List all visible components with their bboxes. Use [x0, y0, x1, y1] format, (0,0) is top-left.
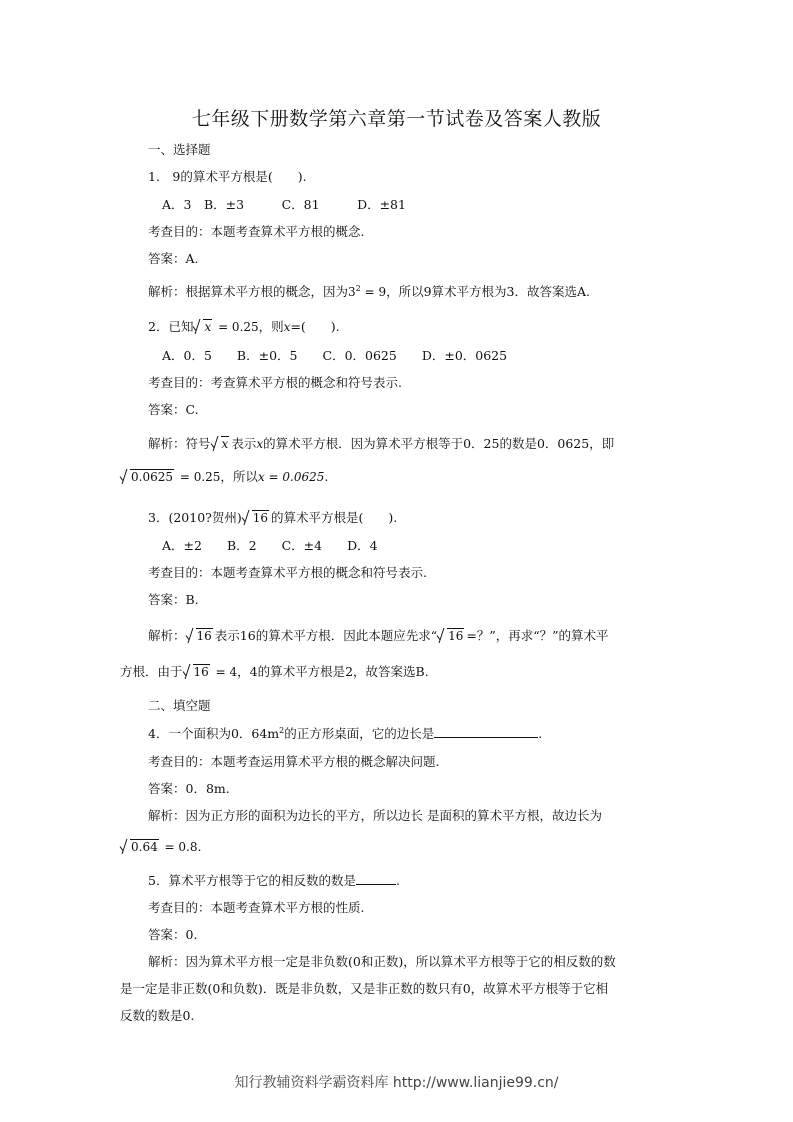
- q5-analysis-line1: 解析：因为算术平方根一定是非负数(0和正数)，所以算术平方根等于它的相反数的数: [148, 954, 616, 969]
- q4-answer: 答案：0．8m.: [148, 781, 230, 796]
- q5-analysis-line2: 是一定是非正数(0和负数)．既是非负数，又是非正数的数只有0，故算术平方根等于它相: [120, 981, 609, 996]
- q5-answer-blank: [356, 873, 396, 885]
- q2-stem: 2．已知 x = 0.25，则x=( ).: [148, 319, 340, 334]
- q1-purpose: 考查目的：本题考查算术平方根的概念.: [148, 224, 365, 239]
- q5-answer: 答案：0.: [148, 927, 198, 942]
- section-heading-fill: 二、填空题: [148, 698, 211, 713]
- page-title: 七年级下册数学第六章第一节试卷及答案人教版: [191, 108, 602, 130]
- q3-analysis-line2: 方根．由于 16 = 4，4的算术平方根是2，故答案选B.: [120, 664, 429, 679]
- q3-stem: 3．(2010?贺州) 16 的算术平方根是( ).: [148, 510, 398, 525]
- q3-analysis-line1: 解析： 16 表示16的算术平方根．因此本题应先求“ 16 =？”，再求“？”的算术平: [148, 628, 609, 643]
- q3-purpose: 考查目的：本题考查算术平方根的概念和符号表示.: [148, 565, 427, 580]
- q4-answer-blank: [434, 726, 538, 738]
- q2-analysis-rad: x: [211, 437, 232, 451]
- q5-stem: 5．算术平方根等于它的相反数的数是 .: [148, 873, 400, 888]
- q3-options: A．±2 B．2 C．±4 D．4: [162, 538, 378, 553]
- q1-analysis-math: $3^2 = 9$: [348, 284, 387, 299]
- q1-analysis-text-b: ，所以9算术平方根为3．故答案选A.: [386, 284, 591, 299]
- q2-purpose: 考查目的：考查算术平方根的概念和符号表示.: [148, 375, 402, 390]
- q3-answer: 答案：B.: [148, 592, 199, 607]
- q2-options: A．0．5 B．±0．5 C．0．0625 D．±0．0625: [162, 348, 508, 363]
- q2-answer: 答案：C.: [148, 402, 199, 417]
- q2-analysis-formula: 0.0625 = 0.25: [120, 470, 220, 484]
- q3-analysis-formula: 16 = 4: [183, 665, 238, 679]
- q4-analysis-formula: 0.64 = 0.8: [120, 840, 198, 854]
- q5-purpose: 考查目的：本题考查算术平方根的性质.: [148, 900, 365, 915]
- q2-stem-math: x = 0.25: [193, 320, 258, 334]
- q1-options: A．3 B．±3 C．81 D．±81: [162, 197, 406, 212]
- q4-analysis-line2: 0.64 = 0.8.: [120, 839, 201, 854]
- section-heading-choice: 一、选择题: [148, 142, 211, 157]
- q3-analysis-rad2: 16: [437, 629, 466, 643]
- q5-analysis-line3: 反数的数是0.: [120, 1008, 195, 1023]
- q2-analysis-line2: 0.0625 = 0.25，所以x = 0.0625.: [120, 467, 328, 485]
- q1-analysis-text-a: 解析：根据算术平方根的概念，因为: [148, 284, 349, 299]
- q3-analysis-rad: 16: [186, 629, 215, 643]
- q4-analysis-line1: 解析：因为正方形的面积为边长的平方，所以边长 是面积的算术平方根，故边长为: [148, 808, 602, 823]
- footer-watermark: 知行教辅资料学霸资料库 http://www.lianjie99.cn/: [234, 1075, 559, 1091]
- q4-stem: 4．一个面积为0．$64m^2$的正方形桌面，它的边长是 .: [148, 725, 543, 741]
- q1-analysis: [148, 282, 590, 300]
- q1-stem: 1. 9的算术平方根是( ).: [148, 169, 307, 184]
- q4-purpose: 考查目的：本题考查运用算术平方根的概念解决问题.: [148, 754, 440, 769]
- q1-answer: 答案：A.: [148, 251, 199, 266]
- q2-analysis-line1: 解析：符号 x 表示x的算术平方根．因为算术平方根等于0．25的数是0．0625，即: [148, 436, 615, 451]
- q3-stem-rad: 16: [242, 511, 271, 525]
